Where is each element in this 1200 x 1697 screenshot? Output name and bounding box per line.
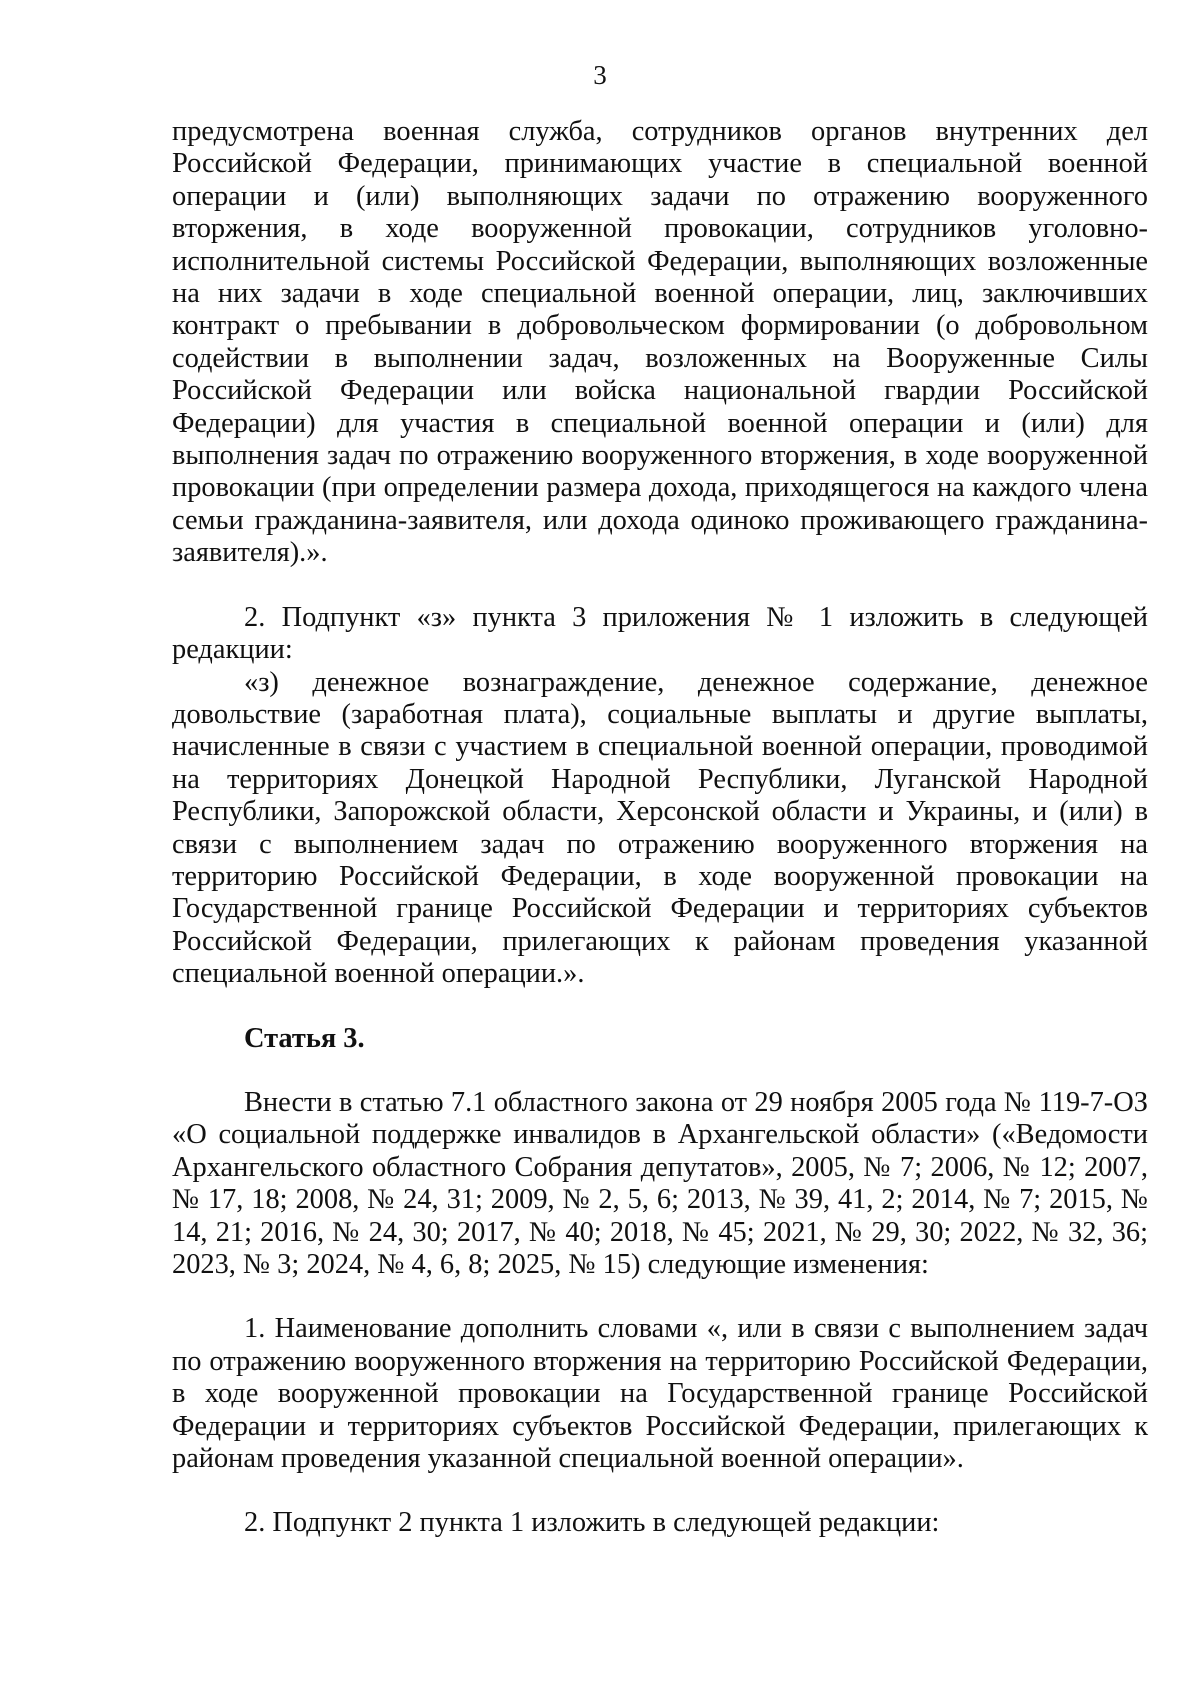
paragraph-gap	[172, 1475, 1148, 1507]
paragraph-item-2: 2. Подпункт «з» пункта 3 приложения № 1 изложить в следующей редакции:	[172, 601, 1148, 666]
paragraph-gap	[172, 1281, 1148, 1313]
article-heading: Статья 3.	[244, 1022, 365, 1054]
paragraph-change-1: 1. Наименование дополнить словами «, или в связи с выполнением задач по отражению вооруженного вторжения на территорию Российской Федерации, в ходе вооруженной провокации на Государственной границе Российской Федерации и территориях субъектов Российской Федерации, прилегающих к районам проведения указанной специальной военной операции».	[172, 1313, 1148, 1475]
paragraph-gap	[172, 570, 1148, 602]
page-number: 3	[593, 60, 607, 90]
paragraph-gap	[172, 1055, 1148, 1087]
paragraph-gap	[172, 991, 1148, 1023]
paragraph-article-intro: Внести в статью 7.1 областного закона от 29 ноября 2005 года № 119-7-ОЗ «О социальной поддержке инвалидов в Архангельской области» («Ведомости Архангельского областного Собрания депутатов», 2005, № 7; 2006, № 12; 2007, № 17, 18; 2008, № 24, 31; 2009, № 2, 5, 6; 2013, № 39, 41, 2; 2014, № 7; 2015, № 14, 21; 2016, № 24, 30; 2017, № 40; 2018, № 45; 2021, № 29, 30; 2022, № 32, 36; 2023, № 3; 2024, № 4, 6, 8; 2025, № 15) следующие изменения:	[172, 1086, 1148, 1280]
paragraph-subitem-z: «з) денежное вознаграждение, денежное содержание, денежное довольствие (заработная плата), социальные выплаты и другие выплаты, начисленные в связи с участием в специальной военной операции, проводимой на территориях Донецкой Народной Республики, Луганской Народной Республики, Запорожской области, Херсонской области и Украины, и (или) в связи с выполнением задач по отражению вооруженного вторжения на территорию Российской Федерации, в ходе вооруженной провокации на Государственной границе Российской Федерации и территориях субъектов Российской Федерации, прилегающих к районам проведения указанной специальной военной операции.».	[172, 666, 1148, 990]
paragraph-change-2: 2. Подпункт 2 пункта 1 изложить в следующей редакции:	[244, 1507, 940, 1539]
document-body	[172, 116, 1148, 1540]
paragraph-continuation: предусмотрена военная служба, сотрудников органов внутренних дел Российской Федерации, принимающих участие в специальной военной операции и (или) выполняющих задачи по отражению вооруженного вторжения, в ходе вооруженной провокации, сотрудников уголовно-исполнительной системы Российской Федерации, выполняющих возложенные на них задачи в ходе специальной военной операции, лиц, заключивших контракт о пребывании в добровольческом формировании (о добровольном содействии в выполнении задач, возложенных на Вооруженные Силы Российской Федерации или войска национальной гвардии Российской Федерации) для участия в специальной военной операции и (или) для выполнения задач по отражению вооруженного вторжения, в ходе вооруженной провокации (при определении размера дохода, приходящегося на каждого члена семьи гражданина-заявителя, или дохода одиноко проживающего гражданина-заявителя).».	[172, 116, 1148, 569]
